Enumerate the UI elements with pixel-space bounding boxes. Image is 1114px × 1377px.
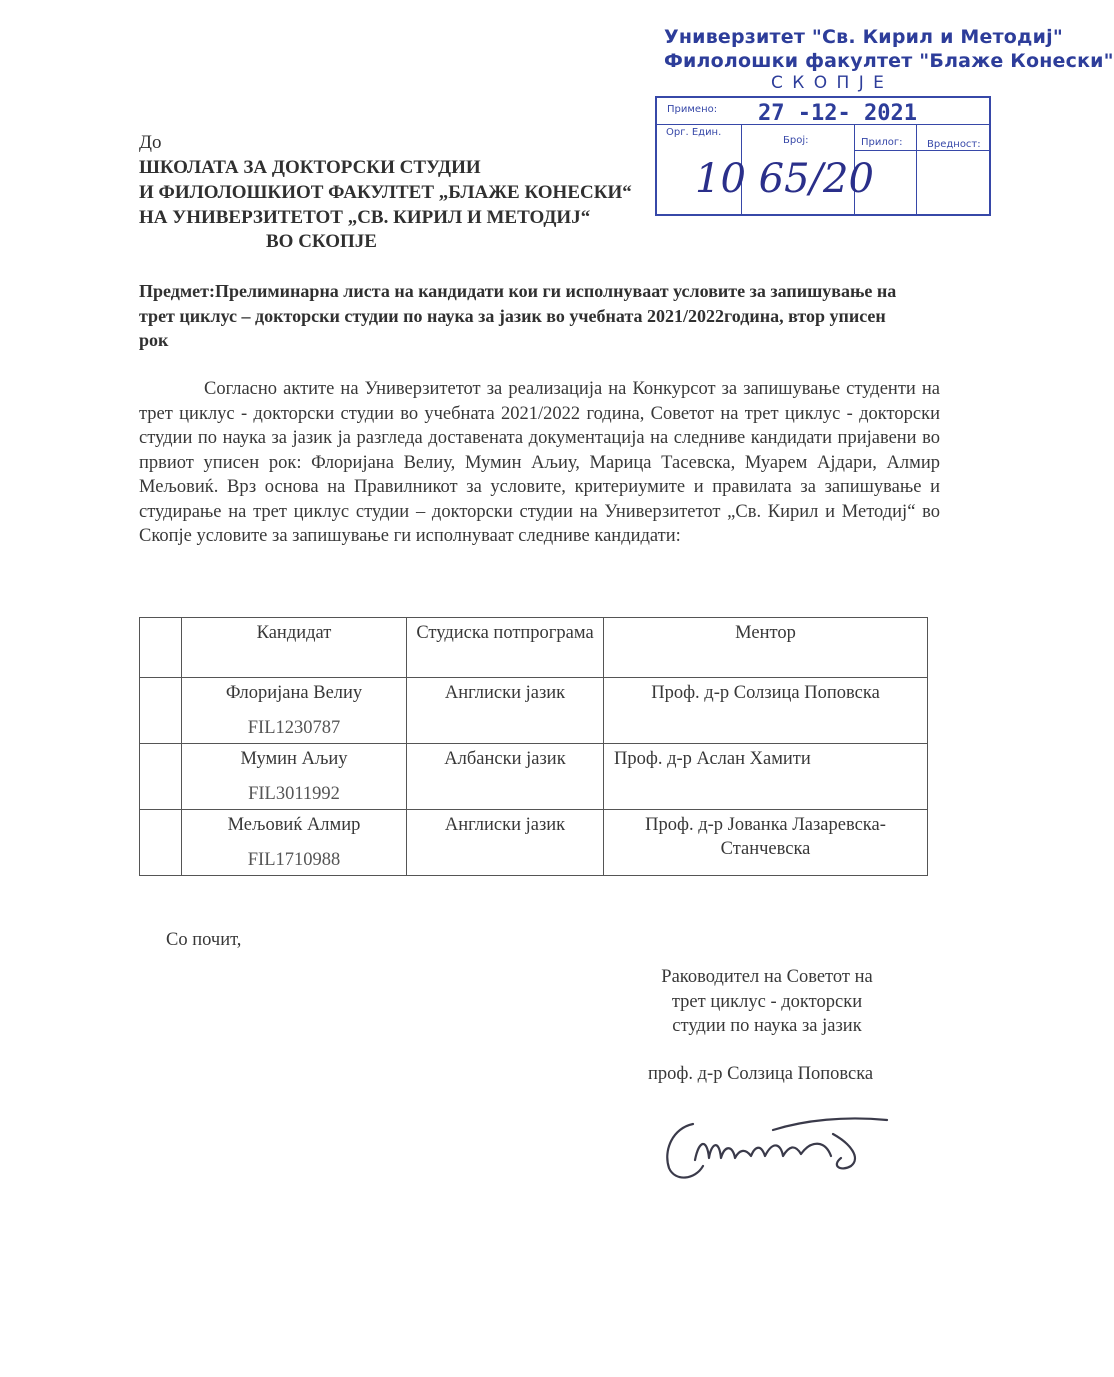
stamp-university-line: Универзитет "Св. Кирил и Методиј"	[664, 26, 1063, 48]
table-row	[140, 678, 928, 744]
stamp-received-date: 27 -12- 2021	[758, 101, 917, 126]
column-header-candidate: Кандидат	[182, 618, 407, 678]
candidate-cell	[182, 744, 407, 810]
candidate-name: Флоријана Велиу	[225, 683, 363, 703]
column-header-mentor: Ментор	[604, 618, 928, 678]
signatory-title-line-3: студии по наука за јазик	[672, 1016, 862, 1036]
stamp-org-unit-label: Орг. Един.	[666, 127, 722, 138]
address-line-3: НА УНИВЕРЗИТЕТОТ „СВ. КИРИЛ И МЕТОДИЈ“	[139, 207, 591, 228]
mentor-cell: Проф. д-р Солзица Поповска	[604, 678, 928, 744]
signatory-title	[632, 965, 902, 1039]
candidate-cell	[182, 810, 407, 876]
stamp-number-label: Број:	[783, 135, 809, 146]
candidate-name: Мумин Аљиу	[240, 749, 348, 769]
candidate-cell	[182, 678, 407, 744]
stamp-attachment-label: Прилог:	[861, 137, 903, 148]
table-row	[140, 810, 928, 876]
closing-greeting: Со почит,	[166, 930, 242, 950]
signatory-name: проф. д-р Солзица Поповска	[648, 1064, 874, 1084]
address-line-4: ВО СКОПЈЕ	[266, 231, 377, 252]
row-index	[140, 810, 182, 876]
program-cell: Англиски јазик	[407, 678, 604, 744]
candidate-code: FIL3011992	[248, 784, 340, 804]
candidate-code: FIL1710988	[247, 850, 341, 870]
row-index	[140, 744, 182, 810]
program-cell: Англиски јазик	[407, 810, 604, 876]
subject-line: Предмет:Прелиминарна листа на кандидати кои ги исполнуваат условите за запишување на трет циклус – докторски студии по наука за јазик во учебната 2021/2022година, втор уписен рок	[139, 281, 897, 350]
table-header-row	[140, 618, 928, 678]
stamp-divider	[854, 150, 991, 151]
address-to: До	[139, 132, 162, 153]
program-cell: Албански јазик	[407, 744, 604, 810]
signatory-title-line-1: Раководител на Советот на	[661, 967, 873, 987]
candidates-table	[139, 617, 928, 876]
stamp-divider	[916, 124, 917, 216]
column-header-program: Студиска потпрограма	[407, 618, 604, 678]
column-header-index	[140, 618, 182, 678]
table-row	[140, 744, 928, 810]
stamp-received-label: Примено:	[667, 104, 718, 115]
stamp-faculty-line: Филолошки факултет "Блаже Конески"	[664, 50, 1114, 72]
address-line-1: ШКОЛАТА ЗА ДОКТОРСКИ СТУДИИ	[139, 157, 481, 178]
candidate-name: Мељовиќ Алмир	[227, 815, 361, 835]
stamp-handwritten-number: 10 65/20	[695, 156, 874, 202]
stamp-value-label: Вредност:	[927, 139, 981, 150]
stamp-city: С К О П Ј Е	[771, 73, 886, 93]
body-paragraph: Согласно актите на Универзитетот за реализација на Конкурсот за запишување студенти на трет циклус - докторски студии во учебната 2021/2022 година, Советот на трет циклус - докторски студии по наука за јазик ја разгледа доставената документација на следниве кандидати пријавени во првиот уписен рок: Флоријана Велиу, Мумин Аљиу, Марица Тасевска, Муарем Ајдари, Алмир Мељовиќ. Врз основа на Правилникот за условите, критериумите и правилата за запишување и студирање на трет циклус студии – докторски студии на Универзитетот „Св. Кирил и Методиј“ во Скопје условите за запишување ги исполнуваат следниве кандидати:	[139, 379, 940, 546]
handwritten-signature	[655, 1100, 895, 1195]
mentor-cell: Проф. д-р Аслан Хамити	[604, 744, 928, 810]
row-index	[140, 678, 182, 744]
mentor-cell: Проф. д-р Јованка Лазаревска-Станчевска	[604, 810, 928, 876]
candidate-code: FIL1230787	[247, 718, 341, 738]
signatory-title-line-2: трет циклус - докторски	[671, 991, 863, 1012]
address-line-2: И ФИЛОЛОШКИОТ ФАКУЛТЕТ „БЛАЖЕ КОНЕСКИ“	[139, 182, 632, 203]
